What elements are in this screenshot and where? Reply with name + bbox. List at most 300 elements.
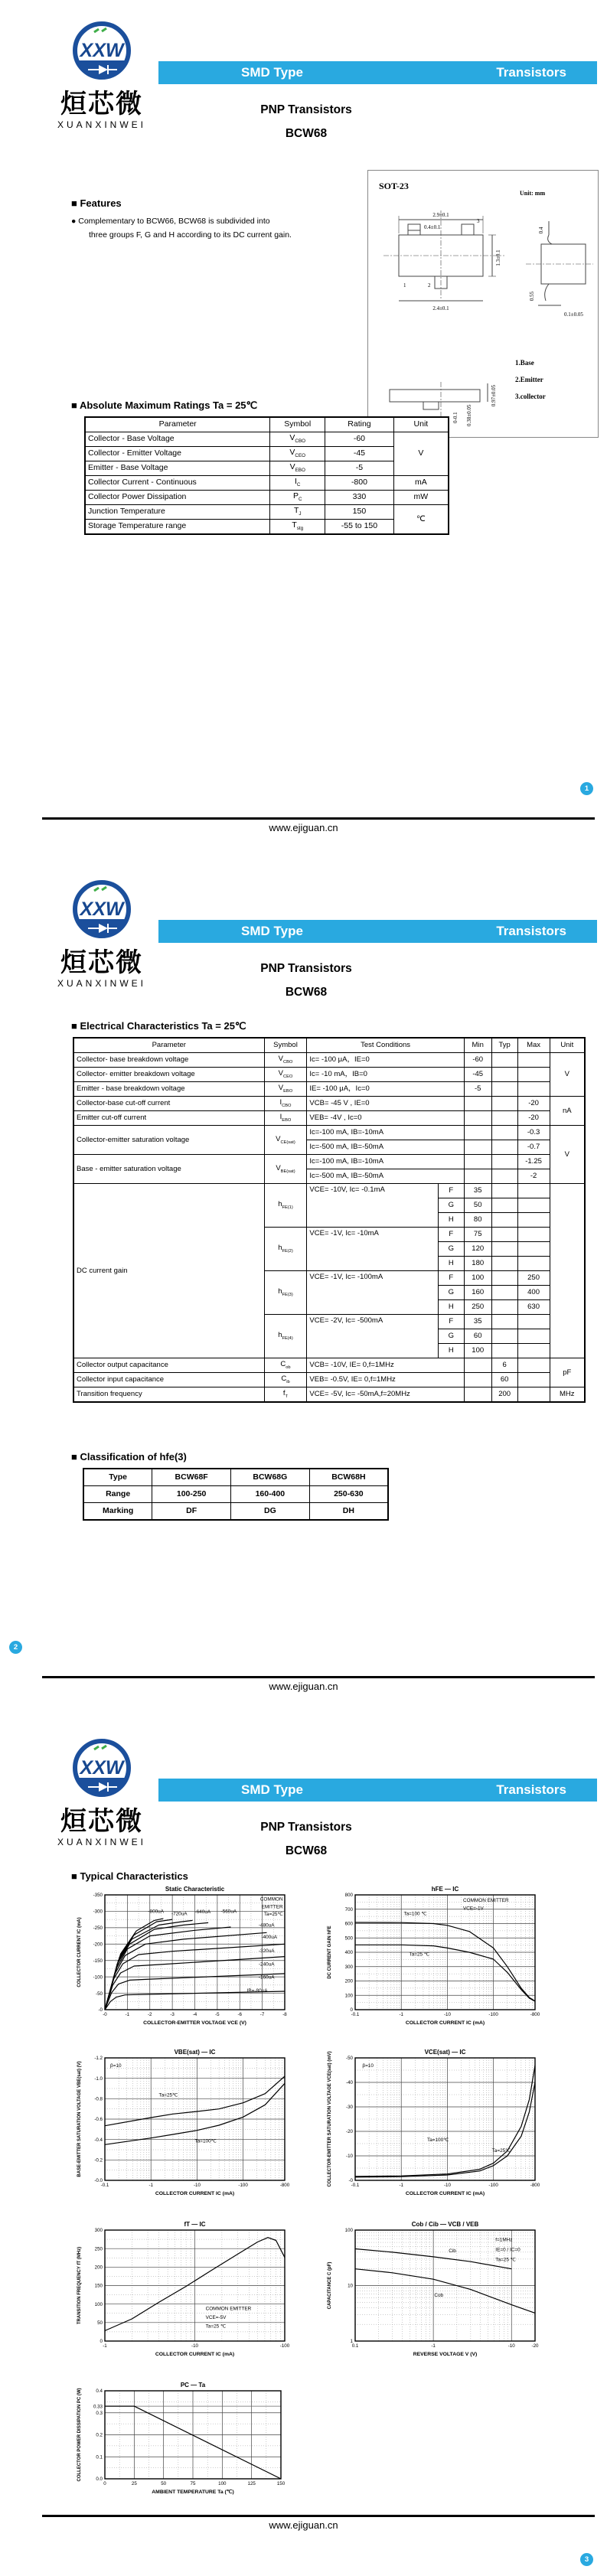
table-cell: H bbox=[438, 1213, 464, 1228]
table-cell: Rating bbox=[325, 417, 394, 432]
electrical-characteristics-heading: ■ Electrical Characteristics Ta = 25℃ bbox=[71, 1020, 246, 1032]
table-cell: Ic= -100 μA，IE=0 bbox=[307, 1053, 464, 1068]
svg-text:500: 500 bbox=[344, 1935, 353, 1942]
table-cell: $I_C$ bbox=[270, 476, 325, 491]
table-row bbox=[83, 1503, 388, 1521]
table-cell: G bbox=[438, 1198, 464, 1213]
table-cell: 100-250 bbox=[152, 1486, 231, 1503]
brand-name-en: XUANXINWEI bbox=[57, 1836, 146, 1847]
svg-text:-0.4: -0.4 bbox=[94, 2137, 103, 2143]
brand-logo-icon bbox=[70, 1734, 134, 1805]
table-cell: Collector output capacitance bbox=[73, 1358, 264, 1373]
table-cell: $I_{CBO}$ bbox=[264, 1097, 307, 1111]
table-cell: $C_{ib}$ bbox=[264, 1373, 307, 1387]
footer-divider bbox=[42, 817, 595, 820]
table-row bbox=[73, 1184, 585, 1198]
svg-text:Ta=25 ℃: Ta=25 ℃ bbox=[205, 2323, 227, 2330]
svg-text:2.Emitter: 2.Emitter bbox=[515, 376, 543, 383]
table-cell: 60 bbox=[491, 1373, 517, 1387]
table-cell bbox=[491, 1053, 517, 1068]
svg-text:0.0: 0.0 bbox=[96, 2477, 103, 2483]
table-cell: $f_T$ bbox=[264, 1387, 307, 1403]
classification-heading: ■ Classification of hfe(3) bbox=[71, 1451, 187, 1462]
table-row bbox=[73, 1053, 585, 1068]
table-cell: 180 bbox=[464, 1257, 491, 1271]
svg-text:Ta=25℃: Ta=25℃ bbox=[263, 1912, 283, 1917]
table-cell: mA bbox=[393, 476, 449, 491]
svg-text:-640uA: -640uA bbox=[194, 1909, 211, 1915]
table-cell: Parameter bbox=[73, 1038, 264, 1053]
table-cell: BCW68F bbox=[152, 1469, 231, 1486]
table-cell: Collector - Emitter Voltage bbox=[85, 447, 270, 461]
table-cell: IE= -100 μA，Ic=0 bbox=[307, 1082, 464, 1097]
table-cell: VCB= -10V, IE= 0,f=1MHz bbox=[307, 1358, 464, 1373]
table-header-row bbox=[85, 417, 449, 432]
svg-text:IE=0 / IC=0: IE=0 / IC=0 bbox=[495, 2247, 521, 2253]
svg-text:-0: -0 bbox=[98, 2007, 103, 2014]
svg-text:0.1: 0.1 bbox=[96, 2454, 103, 2460]
abs-max-table bbox=[84, 416, 449, 535]
table-cell: VCE= -1V, Ic= -10mA bbox=[307, 1228, 438, 1271]
svg-text:-0.2: -0.2 bbox=[94, 2157, 103, 2164]
svg-text:1.Base: 1.Base bbox=[515, 359, 534, 367]
svg-text:VCE=-1V: VCE=-1V bbox=[463, 1906, 484, 1912]
svg-text:-0.1: -0.1 bbox=[100, 2183, 109, 2188]
svg-text:0.33: 0.33 bbox=[93, 2404, 103, 2410]
table-cell: DC current gain bbox=[73, 1184, 264, 1358]
table-cell: Unit bbox=[393, 417, 449, 432]
table-cell: 35 bbox=[464, 1315, 491, 1329]
footer-divider bbox=[42, 1676, 595, 1678]
svg-text:-4: -4 bbox=[192, 2012, 197, 2017]
table-row bbox=[83, 1469, 388, 1486]
svg-text:Unit: mm: Unit: mm bbox=[520, 190, 546, 197]
svg-text:125: 125 bbox=[247, 2481, 256, 2486]
table-cell bbox=[464, 1111, 491, 1126]
table-cell: -0.7 bbox=[517, 1140, 550, 1155]
svg-text:0.97±0.05: 0.97±0.05 bbox=[491, 384, 497, 407]
svg-text:COMMON EMITTER: COMMON EMITTER bbox=[205, 2306, 252, 2312]
table-cell bbox=[491, 1097, 517, 1111]
product-title: PNP Transistors bbox=[260, 962, 352, 975]
svg-text:-160uA: -160uA bbox=[258, 1974, 275, 1981]
table-cell: nA bbox=[550, 1097, 585, 1126]
svg-text:TRANSITION FREQUENCY fT (M: TRANSITION FREQUENCY fT (MHz) bbox=[77, 2246, 82, 2325]
svg-text:700: 700 bbox=[344, 1906, 353, 1912]
svg-text:-150: -150 bbox=[93, 1958, 103, 1964]
svg-text:-100: -100 bbox=[488, 2012, 498, 2017]
svg-text:EMITTER: EMITTER bbox=[261, 1904, 283, 1910]
svg-text:SOT-23: SOT-23 bbox=[379, 181, 409, 191]
table-cell bbox=[464, 1387, 491, 1403]
svg-text:CAPACITANCE C (pF): CAPACITANCE C (pF) bbox=[328, 2261, 332, 2310]
table-cell: 160-400 bbox=[231, 1486, 310, 1503]
svg-text:-10: -10 bbox=[443, 2012, 451, 2017]
svg-text:-200: -200 bbox=[93, 1942, 103, 1948]
table-cell: -55 to 150 bbox=[325, 520, 394, 535]
features-line-2: three groups F, G and H according to its DC current gain. bbox=[89, 230, 292, 240]
svg-text:100: 100 bbox=[94, 2301, 103, 2307]
svg-text:600: 600 bbox=[344, 1921, 353, 1927]
table-row bbox=[73, 1373, 585, 1387]
part-number: BCW68 bbox=[285, 1844, 328, 1857]
table-cell: Ic=-100 mA, IB=-10mA bbox=[307, 1155, 464, 1169]
svg-text:-20: -20 bbox=[531, 2343, 539, 2349]
table-cell: $V_{BE(sat)}$ bbox=[264, 1155, 307, 1184]
svg-text:0: 0 bbox=[350, 2007, 353, 2014]
table-cell: F bbox=[438, 1228, 464, 1242]
svg-text:-1.2: -1.2 bbox=[94, 2056, 103, 2062]
svg-text:-0.6: -0.6 bbox=[94, 2117, 103, 2123]
header-bar-category: Transistors bbox=[496, 1782, 566, 1797]
table-cell: F bbox=[438, 1184, 464, 1198]
table-cell bbox=[491, 1329, 517, 1344]
svg-text:-6: -6 bbox=[237, 2012, 243, 2017]
table-cell bbox=[517, 1373, 550, 1387]
svg-text:VCE=-5V: VCE=-5V bbox=[205, 2315, 227, 2320]
svg-text:75: 75 bbox=[190, 2481, 196, 2486]
table-cell: 150 bbox=[325, 505, 394, 520]
svg-text:-100: -100 bbox=[93, 1974, 103, 1981]
part-number: BCW68 bbox=[285, 986, 328, 999]
table-cell: DF bbox=[152, 1503, 231, 1521]
table-cell bbox=[491, 1169, 517, 1184]
table-cell: Min bbox=[464, 1038, 491, 1053]
table-row bbox=[73, 1097, 585, 1111]
table-cell bbox=[491, 1140, 517, 1155]
svg-text:150: 150 bbox=[276, 2481, 286, 2486]
table-cell bbox=[517, 1257, 550, 1271]
table-cell: Unit bbox=[550, 1038, 585, 1053]
table-cell: G bbox=[438, 1242, 464, 1257]
brand-logo-icon bbox=[70, 17, 134, 87]
svg-text:Ta=100℃: Ta=100℃ bbox=[194, 2138, 217, 2144]
svg-text:hFE — IC: hFE — IC bbox=[431, 1886, 459, 1893]
svg-text:-320uA: -320uA bbox=[258, 1948, 275, 1954]
svg-text:-0: -0 bbox=[103, 2012, 107, 2017]
svg-text:-1.0: -1.0 bbox=[94, 2075, 103, 2082]
svg-text:1: 1 bbox=[403, 282, 406, 289]
footer-url[interactable]: www.ejiguan.cn bbox=[269, 1681, 338, 1692]
features-heading: ■ Features bbox=[71, 197, 122, 209]
svg-text:100: 100 bbox=[344, 2228, 353, 2234]
table-cell: -800 bbox=[325, 476, 394, 491]
table-cell: Max bbox=[517, 1038, 550, 1053]
table-cell: H bbox=[438, 1257, 464, 1271]
table-cell: Parameter bbox=[85, 417, 270, 432]
table-cell: 60 bbox=[464, 1329, 491, 1344]
svg-text:VBE(sat) — IC: VBE(sat) — IC bbox=[174, 2049, 216, 2056]
svg-text:0.1: 0.1 bbox=[351, 2343, 359, 2349]
table-cell: pF bbox=[550, 1358, 585, 1387]
table-cell: $h_{FE(2)}$ bbox=[264, 1228, 307, 1271]
svg-text:0.38±0.05: 0.38±0.05 bbox=[466, 404, 472, 426]
table-cell bbox=[491, 1111, 517, 1126]
svg-text:COLLECTOR CURRENT IC (mA): COLLECTOR CURRENT IC (mA) bbox=[155, 2191, 235, 2196]
svg-text:VCE(sat) — IC: VCE(sat) — IC bbox=[424, 2049, 466, 2056]
svg-text:300: 300 bbox=[94, 2228, 103, 2234]
svg-text:Static Characteristic: Static Characteristic bbox=[165, 1886, 225, 1893]
svg-text:COLLECTOR CURRENT IC (mA): COLLECTOR CURRENT IC (mA) bbox=[77, 1917, 82, 1987]
svg-text:-100: -100 bbox=[279, 2343, 290, 2349]
table-cell: Collector input capacitance bbox=[73, 1373, 264, 1387]
table-cell bbox=[491, 1344, 517, 1358]
table-cell: Collector - Base Voltage bbox=[85, 432, 270, 447]
table-row bbox=[85, 505, 449, 520]
table-cell: Ic= -10 mA，IB=0 bbox=[307, 1068, 464, 1082]
svg-text:0.55: 0.55 bbox=[529, 291, 535, 302]
svg-text:0: 0 bbox=[100, 2339, 103, 2345]
header-bar bbox=[158, 1779, 597, 1802]
table-cell bbox=[491, 1068, 517, 1082]
svg-text:-10: -10 bbox=[193, 2183, 201, 2188]
svg-text:25: 25 bbox=[131, 2481, 137, 2486]
svg-text:100: 100 bbox=[344, 1993, 353, 1999]
brand-name-cn: 烜芯微 bbox=[60, 947, 143, 978]
table-cell: 200 bbox=[491, 1387, 517, 1403]
table-cell: Collector-emitter saturation voltage bbox=[73, 1126, 264, 1155]
table-cell bbox=[491, 1184, 517, 1198]
table-cell bbox=[517, 1198, 550, 1213]
table-cell bbox=[517, 1344, 550, 1358]
table-cell: 250 bbox=[464, 1300, 491, 1315]
table-cell bbox=[491, 1126, 517, 1140]
table-cell bbox=[517, 1053, 550, 1068]
table-cell: 160 bbox=[464, 1286, 491, 1300]
svg-text:-480uA: -480uA bbox=[258, 1922, 275, 1929]
svg-text:-1: -1 bbox=[125, 2012, 130, 2017]
table-cell bbox=[491, 1242, 517, 1257]
svg-text:0.4: 0.4 bbox=[96, 2389, 103, 2395]
svg-text:-0.0: -0.0 bbox=[94, 2178, 103, 2184]
abs-max-heading: ■ Absolute Maximum Ratings Ta = 25℃ bbox=[71, 399, 258, 411]
product-title: PNP Transistors bbox=[260, 103, 352, 116]
table-cell: -1.25 bbox=[517, 1155, 550, 1169]
svg-text:-800: -800 bbox=[530, 2012, 540, 2017]
svg-text:0.3: 0.3 bbox=[96, 2410, 103, 2416]
table-cell: $h_{FE(1)}$ bbox=[264, 1184, 307, 1228]
chart-static-characteristic bbox=[65, 1884, 310, 2045]
electrical-characteristics-table bbox=[73, 1037, 586, 1403]
table-cell: VCE= -5V, Ic= -50mA,f=20MHz bbox=[307, 1387, 464, 1403]
table-cell: -60 bbox=[464, 1053, 491, 1068]
svg-text:200: 200 bbox=[344, 1978, 353, 1984]
table-cell: $V_{EBO}$ bbox=[270, 461, 325, 476]
table-cell: Transition frequency bbox=[73, 1387, 264, 1403]
table-cell: MHz bbox=[550, 1387, 585, 1403]
table-cell: Emitter - Base Voltage bbox=[85, 461, 270, 476]
table-cell bbox=[517, 1228, 550, 1242]
table-cell: Typ bbox=[491, 1038, 517, 1053]
table-cell bbox=[517, 1329, 550, 1344]
table-cell: G bbox=[438, 1329, 464, 1344]
header-bar-category: Transistors bbox=[496, 924, 566, 938]
table-cell: 330 bbox=[325, 491, 394, 505]
table-cell: $C_{ob}$ bbox=[264, 1358, 307, 1373]
svg-text:0.2: 0.2 bbox=[96, 2432, 103, 2438]
table-cell: Ic=-500 mA, IB=-50mA bbox=[307, 1169, 464, 1184]
table-row bbox=[73, 1358, 585, 1373]
svg-text:50: 50 bbox=[161, 2481, 167, 2486]
table-cell: $I_{EBO}$ bbox=[264, 1111, 307, 1126]
table-cell: $V_{CE(sat)}$ bbox=[264, 1126, 307, 1155]
svg-text:400: 400 bbox=[344, 1950, 353, 1956]
svg-text:COLLECTOR-EMITTER VOLTAGE VC: COLLECTOR-EMITTER VOLTAGE VCE (V) bbox=[143, 2020, 246, 2026]
svg-text:-350: -350 bbox=[93, 1893, 103, 1899]
part-number: BCW68 bbox=[285, 127, 328, 140]
svg-text:-0: -0 bbox=[348, 2178, 353, 2184]
svg-text:BASE-EMITTER SATURATION VOLTAG: BASE-EMITTER SATURATION VOLTAGE VBE(sat) (V) bbox=[77, 2061, 82, 2177]
svg-text:-250: -250 bbox=[93, 1925, 103, 1932]
chart-dc-current-gain bbox=[315, 1884, 560, 2045]
table-row bbox=[73, 1082, 585, 1097]
table-cell: -5 bbox=[325, 461, 394, 476]
svg-text:2: 2 bbox=[428, 282, 431, 289]
header-bar-type: SMD Type bbox=[241, 924, 303, 938]
brand-name-en: XUANXINWEI bbox=[57, 119, 146, 130]
svg-text:β=10: β=10 bbox=[362, 2063, 374, 2069]
table-cell bbox=[491, 1315, 517, 1329]
table-row bbox=[85, 491, 449, 505]
table-cell bbox=[491, 1228, 517, 1242]
svg-text:200: 200 bbox=[94, 2265, 103, 2271]
table-cell bbox=[491, 1271, 517, 1286]
table-cell: Collector- base breakdown voltage bbox=[73, 1053, 264, 1068]
table-cell bbox=[464, 1169, 491, 1184]
chart-capacitance bbox=[315, 2219, 560, 2376]
table-row bbox=[85, 476, 449, 491]
table-cell: 100 bbox=[464, 1271, 491, 1286]
table-cell bbox=[464, 1126, 491, 1140]
table-cell bbox=[491, 1213, 517, 1228]
svg-text:100: 100 bbox=[218, 2481, 227, 2486]
svg-text:XXW: XXW bbox=[80, 898, 124, 920]
svg-text:2.9±0.1: 2.9±0.1 bbox=[432, 212, 449, 218]
svg-text:COLLECTOR CURRENT IC (mA): COLLECTOR CURRENT IC (mA) bbox=[405, 2020, 485, 2026]
svg-text:-0.1: -0.1 bbox=[351, 2012, 360, 2017]
footer-url[interactable]: www.ejiguan.cn bbox=[269, 822, 338, 833]
page-1 bbox=[0, 0, 607, 859]
svg-text:COMMON: COMMON bbox=[259, 1896, 283, 1903]
table-cell: Base - emitter saturation voltage bbox=[73, 1155, 264, 1184]
svg-text:Cob: Cob bbox=[434, 2293, 444, 2298]
footer-divider bbox=[42, 2515, 595, 2517]
svg-text:COLLECTOR POWER DISSIPATION: COLLECTOR POWER DISSIPATION PC (W) bbox=[77, 2388, 82, 2482]
svg-text:Cib: Cib bbox=[449, 2248, 456, 2254]
table-cell: 100 bbox=[464, 1344, 491, 1358]
table-cell bbox=[464, 1155, 491, 1169]
svg-text:-1: -1 bbox=[399, 2012, 403, 2017]
table-cell: Emitter cut-off current bbox=[73, 1111, 264, 1126]
svg-text:XXW: XXW bbox=[80, 1757, 124, 1779]
svg-text:COMMON EMITTER: COMMON EMITTER bbox=[463, 1898, 509, 1903]
table-cell: 250 bbox=[517, 1271, 550, 1286]
table-row bbox=[73, 1387, 585, 1403]
table-cell: VEB= -0.5V, IE= 0,f=1MHz bbox=[307, 1373, 464, 1387]
table-cell: -60 bbox=[325, 432, 394, 447]
svg-text:0-0.1: 0-0.1 bbox=[452, 412, 459, 423]
svg-text:300: 300 bbox=[344, 1964, 353, 1970]
svg-text:-3: -3 bbox=[170, 2012, 175, 2017]
svg-text:1.3±0.1: 1.3±0.1 bbox=[495, 249, 501, 266]
svg-text:-400uA: -400uA bbox=[261, 1935, 278, 1940]
table-cell: $V_{CEO}$ bbox=[270, 447, 325, 461]
table-cell: Symbol bbox=[270, 417, 325, 432]
svg-text:-20: -20 bbox=[346, 2129, 353, 2135]
svg-text:Ta=25 ℃: Ta=25 ℃ bbox=[495, 2257, 516, 2263]
svg-text:-8: -8 bbox=[282, 2012, 287, 2017]
table-cell bbox=[464, 1097, 491, 1111]
table-cell bbox=[517, 1213, 550, 1228]
package-drawing bbox=[367, 170, 599, 438]
table-cell: Ic=-100 mA, IB=-10mA bbox=[307, 1126, 464, 1140]
header-bar-type: SMD Type bbox=[241, 1782, 303, 1797]
svg-text:-1: -1 bbox=[103, 2343, 107, 2349]
svg-text:f=1MHz: f=1MHz bbox=[495, 2237, 513, 2243]
table-row bbox=[83, 1486, 388, 1503]
table-cell: $h_{FE(3)}$ bbox=[264, 1271, 307, 1315]
svg-text:COLLECTOR CURRENT IC (mA): COLLECTOR CURRENT IC (mA) bbox=[155, 2352, 235, 2357]
brand-name-cn: 烜芯微 bbox=[60, 1806, 143, 1837]
brand-name-cn: 烜芯微 bbox=[60, 89, 143, 119]
svg-text:-2: -2 bbox=[147, 2012, 152, 2017]
svg-text:COLLECTOR-EMITTER SATURATION V: COLLECTOR-EMITTER SATURATION VOLTAGE VCE(sat) (mV) bbox=[328, 2051, 332, 2187]
svg-text:250: 250 bbox=[94, 2246, 103, 2252]
page-number-badge: 1 bbox=[580, 782, 593, 795]
page-number-badge: 2 bbox=[9, 1641, 22, 1654]
table-cell bbox=[491, 1198, 517, 1213]
svg-text:Ta=25 ℃: Ta=25 ℃ bbox=[409, 1952, 430, 1958]
table-cell: 630 bbox=[517, 1300, 550, 1315]
table-cell: Collector Power Dissipation bbox=[85, 491, 270, 505]
brand-logo-icon bbox=[70, 876, 134, 946]
svg-text:XXW: XXW bbox=[80, 40, 124, 61]
table-cell: $V_{CBO}$ bbox=[264, 1053, 307, 1068]
svg-text:10: 10 bbox=[348, 2283, 353, 2289]
svg-text:0.4±0.1: 0.4±0.1 bbox=[424, 224, 441, 230]
svg-text:-10: -10 bbox=[191, 2343, 198, 2349]
brand-name-en: XUANXINWEI bbox=[57, 977, 146, 989]
svg-text:REVERSE VOLTAGE V (V): REVERSE VOLTAGE V (V) bbox=[413, 2352, 478, 2357]
table-cell: -0.3 bbox=[517, 1126, 550, 1140]
svg-text:COLLECTOR CURRENT IC (mA): COLLECTOR CURRENT IC (mA) bbox=[405, 2191, 485, 2196]
table-cell bbox=[491, 1155, 517, 1169]
table-cell: Symbol bbox=[264, 1038, 307, 1053]
table-cell: Emitter - base breakdown voltage bbox=[73, 1082, 264, 1097]
page-number-badge: 3 bbox=[580, 2553, 593, 2566]
table-cell: V bbox=[550, 1053, 585, 1097]
package-outline-icon bbox=[368, 171, 596, 435]
table-cell: -20 bbox=[517, 1097, 550, 1111]
table-cell: $V_{EBO}$ bbox=[264, 1082, 307, 1097]
svg-text:2.4±0.1: 2.4±0.1 bbox=[432, 305, 449, 311]
table-cell bbox=[550, 1184, 585, 1358]
table-row bbox=[85, 432, 449, 447]
brand-logo bbox=[44, 876, 159, 989]
table-cell: V bbox=[550, 1126, 585, 1184]
table-cell bbox=[464, 1373, 491, 1387]
svg-text:PC — Ta: PC — Ta bbox=[180, 2382, 206, 2389]
svg-text:Ta=100℃: Ta=100℃ bbox=[427, 2137, 449, 2143]
table-cell: Collector- emitter breakdown voltage bbox=[73, 1068, 264, 1082]
table-cell bbox=[491, 1300, 517, 1315]
table-cell: Collector Current - Continuous bbox=[85, 476, 270, 491]
svg-text:Ta=25℃: Ta=25℃ bbox=[158, 2092, 178, 2098]
svg-text:-1: -1 bbox=[148, 2183, 153, 2188]
footer-url[interactable]: www.ejiguan.cn bbox=[269, 2519, 338, 2531]
svg-text:800: 800 bbox=[344, 1893, 353, 1899]
svg-text:-560uA: -560uA bbox=[220, 1909, 237, 1915]
